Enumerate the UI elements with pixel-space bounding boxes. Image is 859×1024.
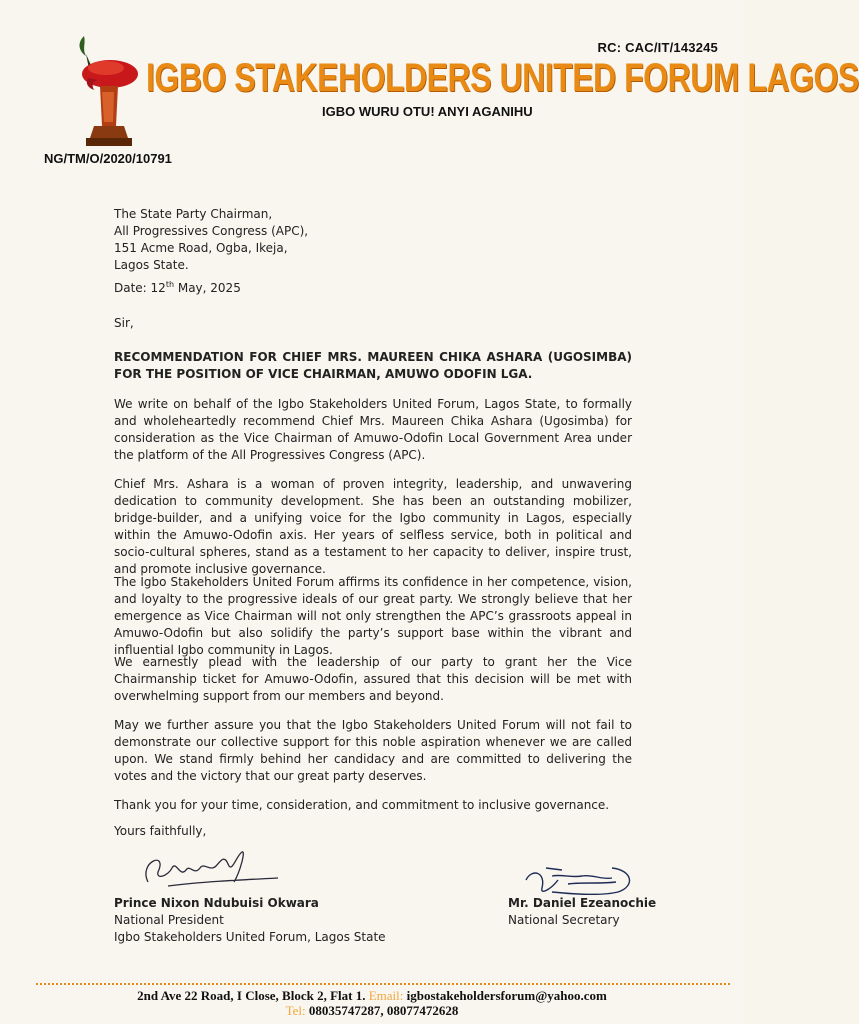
body-paragraph: The Igbo Stakeholders United Forum affirms its confidence in her competence, vision, and loyalty to the progressive ideals of our great party. We strongly believe that her emergence as Vice Chairman will not only strengthen the APC’s grassroots appeal in Amuwo-Odofin but also solidify the party’s support base within the vibrant and influential Igbo community in Lagos. <box>114 575 632 657</box>
address-line: The State Party Chairman, <box>114 207 273 221</box>
president-signature <box>128 842 288 902</box>
president-title: National President <box>114 913 224 927</box>
president-organization: Igbo Stakeholders United Forum, Lagos State <box>114 930 386 944</box>
footer-email: igbostakeholdersforum@yahoo.com <box>406 988 607 1003</box>
email-label: Email: <box>368 988 404 1003</box>
rc-number: RC: CAC/IT/143245 <box>597 40 718 55</box>
secretary-title: National Secretary <box>508 913 620 927</box>
subject-heading: RECOMMENDATION FOR CHIEF MRS. MAUREEN CHIKA ASHARA (UGOSIMBA) FOR THE POSITION OF VICE CHAIRMAN, AMUWO ODOFIN LGA. <box>114 350 632 381</box>
address-line: Lagos State. <box>114 258 189 272</box>
torch-hand-logo-icon <box>72 34 152 152</box>
salutation: Sir, <box>114 316 134 330</box>
address-line: All Progressives Congress (APC), <box>114 224 309 238</box>
tel-label: Tel: <box>285 1003 306 1018</box>
footer-address: 2nd Ave 22 Road, I Close, Block 2, Flat 1. <box>137 988 366 1003</box>
body-paragraph: May we further assure you that the Igbo Stakeholders United Forum will not fail to demonstrate our collective support for this noble aspiration whenever we are called upon. We stand firmly behind her candidacy and are committed to delivering the votes and the victory that our great party deserves. <box>114 718 632 783</box>
footer-phone: 08035747287, 08077472628 <box>308 1003 459 1018</box>
footer-divider <box>36 983 730 985</box>
footer-phone-line <box>0 1003 744 1019</box>
body-paragraph: Chief Mrs. Ashara is a woman of proven integrity, leadership, and unwavering dedication to community development. She has been an outstanding mobilizer, bridge-builder, and a unifying voice for the Igbo community in Lagos, especially within the Amuwo-Odofin axis. Her years of selfless service, both in political and socio-cultural spheres, stand as a testament to her capacity to deliver, inspire trust, and promote inclusive governance. <box>114 477 632 576</box>
body-paragraph: We earnestly plead with the leadership of our party to grant her the Vice Chairmanship ticket for Amuwo-Odofin, assured that this decision will be met with overwhelming support from our members and beyond. <box>114 655 632 703</box>
body-paragraph: We write on behalf of the Igbo Stakeholders United Forum, Lagos State, to formally and wholeheartedly recommend Chief Mrs. Maureen Chika Ashara (Ugosimba) for consideration as the Vice Chairman of Amuwo-Odofin Local Government Area under the platform of the All Progressives Congress (APC). <box>114 397 632 462</box>
organization-name: IGBO STAKEHOLDERS UNITED FORUM LAGOS <box>146 56 859 100</box>
secretary-name: Mr. Daniel Ezeanochie <box>508 896 657 910</box>
date-ordinal: th <box>165 280 175 289</box>
date-prefix: Date: 12 <box>114 281 166 295</box>
trademark-number: NG/TM/O/2020/10791 <box>44 151 172 166</box>
date-rest: May, 2025 <box>174 281 241 295</box>
letter-date <box>114 280 632 297</box>
closing: Yours faithfully, <box>114 824 207 838</box>
address-line: 151 Acme Road, Ogba, Ikeja, <box>114 241 288 255</box>
president-name: Prince Nixon Ndubuisi Okwara <box>114 896 319 910</box>
motto: IGBO WURU OTU! ANYI AGANIHU <box>322 104 533 119</box>
recipient-address <box>114 206 632 274</box>
body-paragraph: Thank you for your time, consideration, and commitment to inclusive governance. <box>114 798 610 812</box>
footer-address-line <box>0 988 744 1004</box>
